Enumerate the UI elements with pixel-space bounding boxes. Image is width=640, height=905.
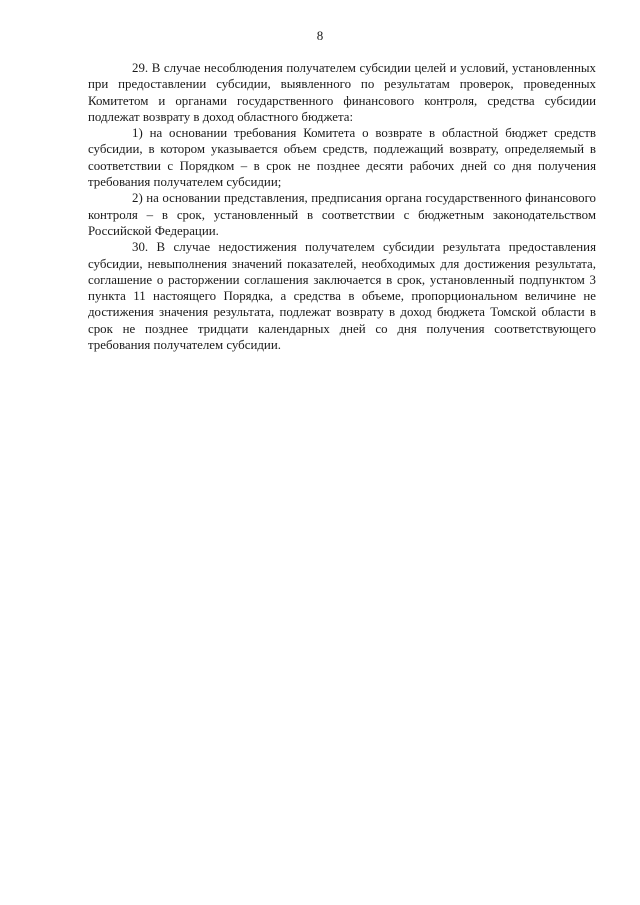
paragraph-29-item-1: 1) на основании требования Комитета о возврате в областной бюджет средств субсидии, в котором указывается объем средств, подлежащий возврату, определяемый в соответствии с Порядком – в срок не позднее десяти рабочих дней со дня получения требования получателем субсидии; — [88, 126, 596, 190]
paragraph-29-item-2: 2) на основании представления, предписания органа государственного финансового контроля – в срок, установленный в соответствии с бюджетным законодательством Российской Федерации. — [88, 191, 596, 238]
document-body — [88, 60, 596, 353]
paragraph-29: 29. В случае несоблюдения получателем субсидии целей и условий, установленных при предоставлении субсидии, выявленного по результатам проверок, проведенных Комитетом и органами государственного финансового контроля, средства субсидии подлежат возврату в доход областного бюджета: — [88, 61, 596, 124]
paragraph-30: 30. В случае недостижения получателем субсидии результата предоставления субсидии, невыполнения значений показателей, необходимых для достижения результата, соглашение о расторжении соглашения заключается в срок, установленный подпунктом 3 пункта 11 настоящего Порядка, а средства в объеме, пропорциональном величине не достижения значения результата, подлежат возврату в доход бюджета Томской области в срок не позднее тридцати календарных дней со дня получения соответствующего требования получателем субсидии. — [88, 240, 596, 353]
page-number: 8 — [316, 28, 324, 43]
